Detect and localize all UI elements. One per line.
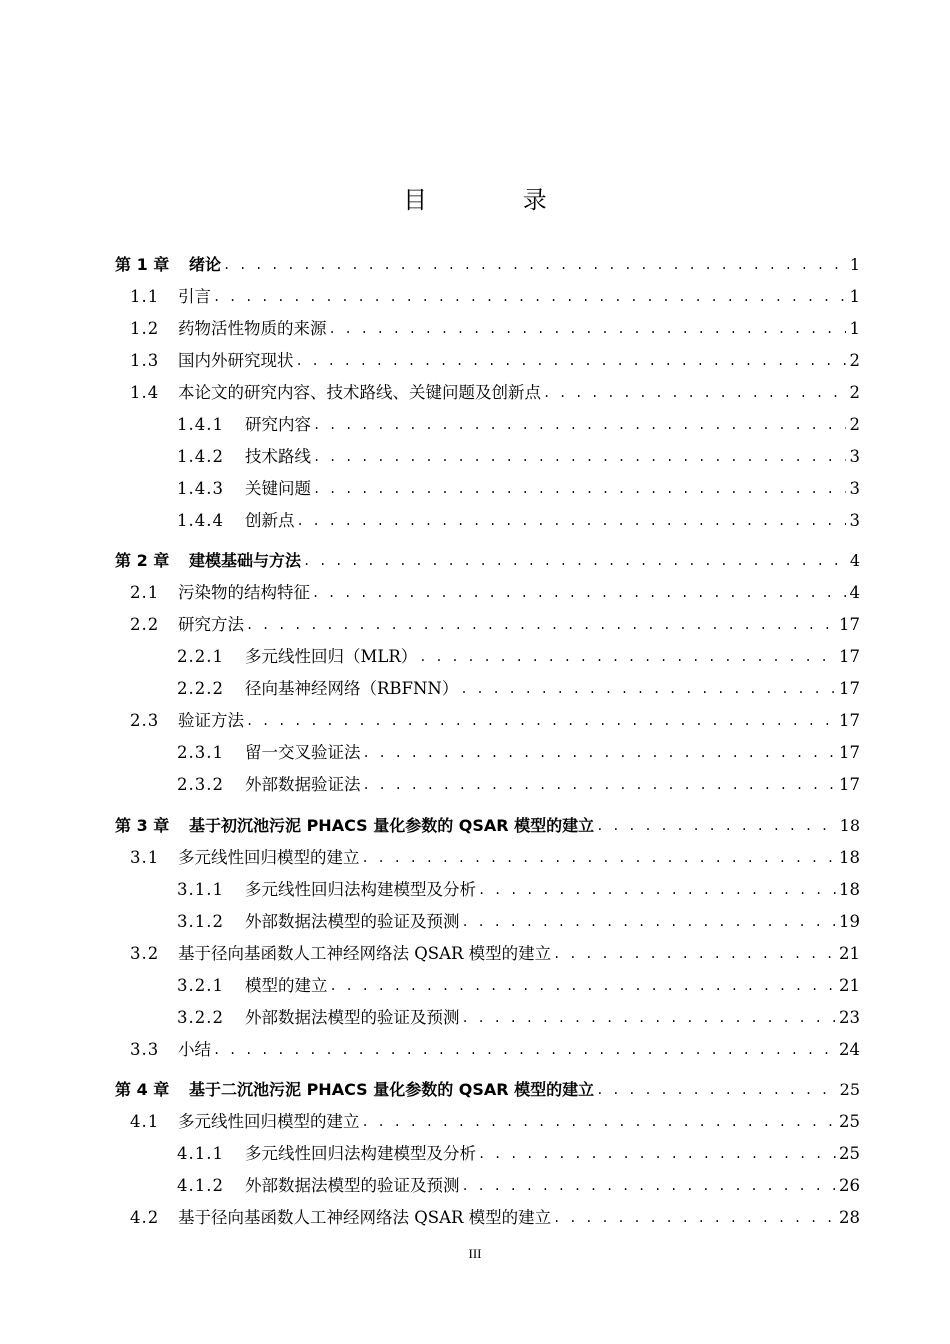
toc-entry-subsection[interactable]: [115, 437, 860, 467]
dot-leader: [478, 1144, 837, 1164]
entry-title: 小结: [178, 1040, 211, 1059]
dot-leader: [313, 447, 846, 467]
entry-page: 28: [839, 1208, 860, 1227]
entry-title: 研究方法: [178, 615, 244, 634]
entry-title: 径向基神经网络（RBFNN）: [245, 679, 459, 698]
dot-leader: [478, 880, 837, 900]
entry-number: 2.2: [130, 615, 160, 634]
toc-entry-section[interactable]: [115, 701, 860, 731]
toc-entry-subsection[interactable]: [115, 501, 860, 531]
entry-title: 基于径向基函数人工神经网络法 QSAR 模型的建立: [178, 944, 552, 963]
dot-leader: [303, 551, 846, 571]
dot-leader: [462, 1008, 838, 1028]
entry-page: 18: [839, 816, 860, 835]
toc-entry-section[interactable]: [115, 1030, 860, 1060]
entry-number: 第 3 章: [115, 816, 170, 835]
toc-entry-section[interactable]: [115, 1198, 860, 1228]
dot-leader: [596, 816, 837, 836]
entry-page: 21: [839, 944, 860, 963]
dot-leader: [462, 912, 838, 932]
entry-number: 1.2: [130, 319, 160, 338]
entry-page: 4: [849, 551, 860, 570]
toc-entry-subsection[interactable]: [115, 870, 860, 900]
dot-leader: [213, 287, 846, 307]
dot-leader: [553, 944, 837, 964]
toc-entry-section[interactable]: [115, 934, 860, 964]
entry-number: 1.4.4: [177, 511, 224, 530]
toc-entry-section[interactable]: [115, 605, 860, 635]
entry-page: 25: [839, 1080, 860, 1099]
dot-leader: [246, 711, 837, 731]
entry-title: 本论文的研究内容、技术路线、关键问题及创新点: [178, 383, 541, 402]
entry-number: 2.2.1: [177, 647, 224, 666]
entry-number: 4.2: [130, 1208, 160, 1227]
dot-leader: [363, 775, 838, 795]
entry-page: 24: [839, 1040, 860, 1059]
entry-number: 1.3: [130, 351, 160, 370]
toc-entry-subsection[interactable]: [115, 469, 860, 499]
entry-page: 23: [839, 1008, 860, 1027]
entry-title: 模型的建立: [245, 976, 328, 995]
entry-number: 2.3: [130, 711, 160, 730]
entry-title: 绪论: [189, 255, 222, 274]
dot-leader: [246, 615, 837, 635]
entry-title: 国内外研究现状: [178, 351, 294, 370]
entry-number: 3.1.1: [177, 880, 224, 899]
entry-number: 第 1 章: [115, 255, 170, 274]
entry-page: 3: [849, 447, 860, 466]
entry-number: 2.3.1: [177, 743, 224, 762]
toc-entry-section[interactable]: [115, 838, 860, 868]
entry-page: 1: [849, 319, 860, 338]
entry-page: 25: [839, 1112, 860, 1131]
entry-title: 技术路线: [245, 447, 311, 466]
entry-page: 4: [849, 583, 860, 602]
entry-page: 3: [849, 511, 860, 530]
entry-title: 留一交叉验证法: [245, 743, 361, 762]
entry-page: 17: [839, 711, 860, 730]
entry-title: 创新点: [245, 511, 295, 530]
entry-title: 基于径向基函数人工神经网络法 QSAR 模型的建立: [178, 1208, 552, 1227]
entry-page: 17: [839, 615, 860, 634]
dot-leader: [329, 319, 847, 339]
entry-title: 基于初沉池污泥 PHACS 量化参数的 QSAR 模型的建立: [189, 816, 595, 835]
toc-entry-section[interactable]: [115, 309, 860, 339]
entry-title: 多元线性回归法构建模型及分析: [245, 1144, 476, 1163]
toc-entry-section[interactable]: [115, 573, 860, 603]
entry-title: 多元线性回归模型的建立: [178, 1112, 360, 1131]
entry-number: 4.1.1: [177, 1144, 224, 1163]
entry-number: 4.1.2: [177, 1176, 224, 1195]
toc-entry-subsection[interactable]: [115, 966, 860, 996]
entry-title: 多元线性回归模型的建立: [178, 848, 360, 867]
dot-leader: [553, 1208, 837, 1228]
entry-title: 药物活性物质的来源: [178, 319, 327, 338]
toc-entry-subsection[interactable]: [115, 669, 860, 699]
entry-page: 2: [849, 383, 860, 402]
toc-entry-subsection[interactable]: [115, 733, 860, 763]
entry-page: 2: [849, 415, 860, 434]
dot-leader: [462, 1176, 838, 1196]
dot-leader: [362, 848, 838, 868]
dot-leader: [362, 1112, 838, 1132]
toc-entry-subsection[interactable]: [115, 637, 860, 667]
dot-leader: [330, 976, 838, 996]
entry-number: 3.2.2: [177, 1008, 224, 1027]
toc-entry-section[interactable]: [115, 1102, 860, 1132]
toc-entry-section[interactable]: [115, 373, 860, 403]
entry-number: 1.4.3: [177, 479, 224, 498]
entry-number: 2.3.2: [177, 775, 224, 794]
entry-title: 外部数据法模型的验证及预测: [245, 912, 460, 931]
dot-leader: [213, 1040, 837, 1060]
dot-leader: [313, 479, 846, 499]
dot-leader: [363, 743, 838, 763]
entry-title: 关键问题: [245, 479, 311, 498]
toc-entry-subsection[interactable]: [115, 902, 860, 932]
entry-page: 19: [839, 912, 860, 931]
toc-entry-chapter-2[interactable]: [115, 541, 860, 571]
toc-entry-section[interactable]: [115, 341, 860, 371]
toc-entry-subsection[interactable]: [115, 405, 860, 435]
toc-entry-chapter-1[interactable]: [115, 245, 860, 275]
entry-page: 26: [839, 1176, 860, 1195]
entry-number: 3.1.2: [177, 912, 224, 931]
entry-number: 3.3: [130, 1040, 160, 1059]
entry-number: 第 4 章: [115, 1080, 170, 1099]
entry-title: 研究内容: [245, 415, 311, 434]
entry-page: 1: [849, 287, 860, 306]
entry-page: 17: [839, 647, 860, 666]
entry-page: 18: [839, 880, 860, 899]
entry-title: 验证方法: [178, 711, 244, 730]
entry-page: 17: [839, 679, 860, 698]
dot-leader: [313, 415, 846, 435]
entry-title: 外部数据法模型的验证及预测: [245, 1176, 460, 1195]
entry-title: 引言: [178, 287, 211, 306]
entry-title: 建模基础与方法: [189, 551, 302, 570]
toc-title: 目 录: [403, 186, 591, 214]
dot-leader: [543, 383, 846, 403]
entry-title: 多元线性回归法构建模型及分析: [245, 880, 476, 899]
entry-title: 外部数据验证法: [245, 775, 361, 794]
dot-leader: [223, 255, 846, 275]
entry-title: 外部数据法模型的验证及预测: [245, 1008, 460, 1027]
entry-title: 基于二沉池污泥 PHACS 量化参数的 QSAR 模型的建立: [189, 1080, 595, 1099]
dot-leader: [419, 647, 837, 667]
toc-entry-subsection[interactable]: [115, 765, 860, 795]
toc-entry-chapter-3[interactable]: [115, 806, 860, 836]
entry-page: 21: [839, 976, 860, 995]
entry-page: 2: [849, 351, 860, 370]
entry-number: 1.4.1: [177, 415, 224, 434]
toc-entry-section[interactable]: [115, 277, 860, 307]
entry-page: 3: [849, 479, 860, 498]
entry-title: 多元线性回归（MLR）: [245, 647, 418, 666]
toc-entry-subsection[interactable]: [115, 998, 860, 1028]
entry-number: 4.1: [130, 1112, 160, 1131]
entry-page: 17: [839, 743, 860, 762]
entry-number: 1.4.2: [177, 447, 224, 466]
entry-page: 17: [839, 775, 860, 794]
entry-number: 3.1: [130, 848, 160, 867]
entry-page: 18: [839, 848, 860, 867]
entry-number: 3.2: [130, 944, 160, 963]
dot-leader: [460, 679, 837, 699]
entry-title: 污染物的结构特征: [178, 583, 310, 602]
entry-page: 1: [849, 255, 860, 274]
entry-number: 3.2.1: [177, 976, 224, 995]
page-number: III: [468, 1246, 482, 1261]
dot-leader: [296, 351, 847, 371]
dot-leader: [312, 583, 846, 603]
toc-entry-subsection[interactable]: [115, 1134, 860, 1164]
toc-entry-subsection[interactable]: [115, 1166, 860, 1196]
entry-number: 2.1: [130, 583, 160, 602]
entry-number: 1.4: [130, 383, 160, 402]
dot-leader: [297, 511, 847, 531]
entry-page: 25: [839, 1144, 860, 1163]
entry-number: 1.1: [130, 287, 160, 306]
entry-number: 第 2 章: [115, 551, 170, 570]
entry-number: 2.2.2: [177, 679, 224, 698]
toc-entry-chapter-4[interactable]: [115, 1070, 860, 1100]
dot-leader: [596, 1080, 837, 1100]
